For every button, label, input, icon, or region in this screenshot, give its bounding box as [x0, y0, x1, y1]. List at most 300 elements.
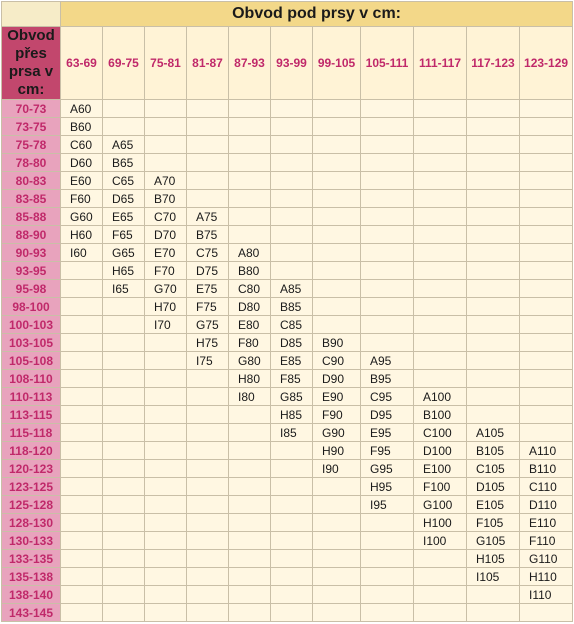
size-cell: A70 — [145, 172, 187, 190]
size-cell: B75 — [187, 226, 229, 244]
size-cell — [467, 280, 520, 298]
size-cell — [467, 586, 520, 604]
size-cell — [520, 118, 573, 136]
size-cell: E110 — [520, 514, 573, 532]
size-cell — [145, 118, 187, 136]
size-cell: B60 — [61, 118, 103, 136]
row-header: 130-133 — [2, 532, 61, 550]
size-cell — [103, 370, 145, 388]
size-cell: F105 — [467, 514, 520, 532]
size-cell: F60 — [61, 190, 103, 208]
size-cell — [361, 532, 414, 550]
size-cell — [103, 298, 145, 316]
size-cell — [520, 334, 573, 352]
table-row — [2, 460, 573, 478]
size-cell — [145, 424, 187, 442]
size-cell — [361, 172, 414, 190]
size-cell — [103, 478, 145, 496]
size-cell — [414, 208, 467, 226]
size-cell: G75 — [187, 316, 229, 334]
size-cell — [361, 154, 414, 172]
size-cell — [414, 262, 467, 280]
size-cell: B105 — [467, 442, 520, 460]
size-cell — [229, 100, 271, 118]
size-cell: B65 — [103, 154, 145, 172]
size-cell — [313, 208, 361, 226]
size-cell — [414, 154, 467, 172]
size-cell — [187, 118, 229, 136]
size-cell — [229, 460, 271, 478]
size-cell: D85 — [271, 334, 313, 352]
size-cell — [103, 514, 145, 532]
size-cell: G110 — [520, 550, 573, 568]
size-cell — [414, 316, 467, 334]
size-cell — [61, 262, 103, 280]
table-row — [2, 334, 573, 352]
table-row — [2, 190, 573, 208]
size-cell — [103, 406, 145, 424]
size-cell — [103, 352, 145, 370]
size-cell — [414, 172, 467, 190]
size-cell: F100 — [414, 478, 467, 496]
row-header: 123-125 — [2, 478, 61, 496]
size-cell — [103, 460, 145, 478]
size-cell — [313, 532, 361, 550]
row-header: 90-93 — [2, 244, 61, 262]
size-cell — [520, 190, 573, 208]
size-cell — [187, 136, 229, 154]
table-row — [2, 370, 573, 388]
corner-cell — [2, 2, 61, 27]
size-cell — [361, 244, 414, 262]
size-cell — [520, 316, 573, 334]
row-header: 95-98 — [2, 280, 61, 298]
size-cell — [187, 460, 229, 478]
row-header: 103-105 — [2, 334, 61, 352]
size-cell: C85 — [271, 316, 313, 334]
size-cell — [520, 604, 573, 622]
size-cell — [361, 568, 414, 586]
size-cell — [61, 496, 103, 514]
size-cell — [103, 586, 145, 604]
size-cell — [520, 280, 573, 298]
size-cell — [313, 190, 361, 208]
size-cell — [145, 478, 187, 496]
table-row — [2, 100, 573, 118]
size-cell — [467, 118, 520, 136]
size-cell — [229, 586, 271, 604]
size-cell: G80 — [229, 352, 271, 370]
size-cell: F70 — [145, 262, 187, 280]
size-cell: I105 — [467, 568, 520, 586]
size-cell — [271, 550, 313, 568]
size-cell: E75 — [187, 280, 229, 298]
size-cell — [361, 208, 414, 226]
size-cell — [187, 370, 229, 388]
bust-title: Obvod přes prsa v cm: — [2, 27, 61, 100]
size-cell: B85 — [271, 298, 313, 316]
size-cell — [187, 604, 229, 622]
size-cell — [313, 154, 361, 172]
size-cell — [61, 334, 103, 352]
size-cell — [414, 244, 467, 262]
size-cell — [229, 604, 271, 622]
size-cell — [145, 514, 187, 532]
size-cell — [467, 352, 520, 370]
row-header: 118-120 — [2, 442, 61, 460]
size-cell: C90 — [313, 352, 361, 370]
size-cell — [145, 532, 187, 550]
column-header-69-75: 69-75 — [103, 27, 145, 100]
size-cell: F85 — [271, 370, 313, 388]
size-cell — [313, 316, 361, 334]
size-cell — [520, 154, 573, 172]
size-cell: H70 — [145, 298, 187, 316]
size-cell — [520, 226, 573, 244]
size-cell — [361, 136, 414, 154]
size-cell — [103, 316, 145, 334]
size-cell: F75 — [187, 298, 229, 316]
size-cell: B70 — [145, 190, 187, 208]
column-header-99-105: 99-105 — [313, 27, 361, 100]
row-header: 115-118 — [2, 424, 61, 442]
row-header: 105-108 — [2, 352, 61, 370]
size-cell — [229, 532, 271, 550]
size-cell — [520, 100, 573, 118]
size-cell — [414, 190, 467, 208]
size-cell — [313, 550, 361, 568]
size-cell — [361, 298, 414, 316]
size-cell: E65 — [103, 208, 145, 226]
size-cell — [467, 244, 520, 262]
size-cell — [271, 496, 313, 514]
size-cell — [313, 118, 361, 136]
size-cell — [187, 406, 229, 424]
bra-size-table — [1, 1, 573, 622]
size-cell: E85 — [271, 352, 313, 370]
size-cell: G100 — [414, 496, 467, 514]
size-cell — [271, 208, 313, 226]
size-cell — [61, 442, 103, 460]
table-row — [2, 244, 573, 262]
size-cell: E90 — [313, 388, 361, 406]
table-row — [2, 550, 573, 568]
size-cell — [229, 154, 271, 172]
size-cell: D95 — [361, 406, 414, 424]
size-cell — [61, 388, 103, 406]
size-cell: D90 — [313, 370, 361, 388]
size-cell — [467, 406, 520, 424]
size-cell: D100 — [414, 442, 467, 460]
row-header: 73-75 — [2, 118, 61, 136]
size-cell — [520, 406, 573, 424]
size-cell — [313, 280, 361, 298]
size-cell — [361, 316, 414, 334]
row-header: 93-95 — [2, 262, 61, 280]
size-cell — [520, 370, 573, 388]
size-cell — [187, 388, 229, 406]
size-cell: D80 — [229, 298, 271, 316]
size-cell — [103, 532, 145, 550]
size-cell — [103, 442, 145, 460]
table-row — [2, 298, 573, 316]
size-cell: I80 — [229, 388, 271, 406]
size-cell — [467, 298, 520, 316]
size-cell — [271, 442, 313, 460]
row-header: 138-140 — [2, 586, 61, 604]
size-cell: B90 — [313, 334, 361, 352]
size-cell: G60 — [61, 208, 103, 226]
size-cell — [145, 370, 187, 388]
size-cell — [145, 136, 187, 154]
size-cell: D70 — [145, 226, 187, 244]
size-cell — [271, 100, 313, 118]
size-cell: I65 — [103, 280, 145, 298]
size-cell — [103, 334, 145, 352]
size-cell — [145, 604, 187, 622]
size-cell: I90 — [313, 460, 361, 478]
size-cell: E100 — [414, 460, 467, 478]
size-cell — [103, 100, 145, 118]
size-cell: I75 — [187, 352, 229, 370]
size-cell — [229, 406, 271, 424]
table-row — [2, 136, 573, 154]
size-cell — [145, 550, 187, 568]
size-cell — [313, 568, 361, 586]
size-cell: G95 — [361, 460, 414, 478]
table-row — [2, 514, 573, 532]
size-cell — [145, 352, 187, 370]
size-cell — [61, 370, 103, 388]
row-header: 125-128 — [2, 496, 61, 514]
size-cell — [467, 190, 520, 208]
size-cell: A65 — [103, 136, 145, 154]
table-row — [2, 406, 573, 424]
size-cell — [229, 442, 271, 460]
size-cell: D65 — [103, 190, 145, 208]
table-row — [2, 154, 573, 172]
size-cell: A80 — [229, 244, 271, 262]
size-cell: A60 — [61, 100, 103, 118]
size-cell — [103, 550, 145, 568]
size-cell: H90 — [313, 442, 361, 460]
size-cell — [229, 424, 271, 442]
size-cell — [271, 568, 313, 586]
row-header: 133-135 — [2, 550, 61, 568]
size-cell: D60 — [61, 154, 103, 172]
size-cell — [414, 550, 467, 568]
size-cell: C60 — [61, 136, 103, 154]
size-cell — [187, 568, 229, 586]
size-cell — [229, 226, 271, 244]
row-header: 108-110 — [2, 370, 61, 388]
size-cell — [229, 496, 271, 514]
row-header: 135-138 — [2, 568, 61, 586]
table-row — [2, 568, 573, 586]
size-cell — [414, 280, 467, 298]
size-cell — [520, 352, 573, 370]
size-cell — [313, 100, 361, 118]
row-header: 70-73 — [2, 100, 61, 118]
size-cell — [520, 172, 573, 190]
size-cell — [271, 118, 313, 136]
size-cell: H60 — [61, 226, 103, 244]
size-cell: B100 — [414, 406, 467, 424]
size-cell — [313, 136, 361, 154]
size-cell — [187, 154, 229, 172]
size-cell — [229, 190, 271, 208]
size-cell: C110 — [520, 478, 573, 496]
size-cell — [187, 442, 229, 460]
size-cell — [313, 604, 361, 622]
size-cell: C100 — [414, 424, 467, 442]
row-header: 78-80 — [2, 154, 61, 172]
size-cell — [271, 532, 313, 550]
size-cell — [361, 334, 414, 352]
size-cell: G105 — [467, 532, 520, 550]
row-header: 100-103 — [2, 316, 61, 334]
size-cell — [414, 604, 467, 622]
size-cell — [313, 586, 361, 604]
size-cell — [145, 406, 187, 424]
size-cell — [229, 136, 271, 154]
row-header: 83-85 — [2, 190, 61, 208]
size-cell — [145, 496, 187, 514]
size-cell — [520, 244, 573, 262]
size-cell — [313, 262, 361, 280]
size-cell: A75 — [187, 208, 229, 226]
size-cell — [271, 460, 313, 478]
size-cell — [414, 118, 467, 136]
size-cell — [467, 226, 520, 244]
size-cell — [361, 514, 414, 532]
table-row — [2, 280, 573, 298]
size-cell — [467, 316, 520, 334]
size-cell — [187, 550, 229, 568]
size-cell — [414, 568, 467, 586]
size-cell: G70 — [145, 280, 187, 298]
size-cell: H110 — [520, 568, 573, 586]
size-cell — [313, 496, 361, 514]
size-cell — [145, 100, 187, 118]
size-cell: C70 — [145, 208, 187, 226]
size-cell — [271, 190, 313, 208]
size-cell — [467, 334, 520, 352]
size-cell: I60 — [61, 244, 103, 262]
size-cell — [187, 586, 229, 604]
size-cell: C80 — [229, 280, 271, 298]
size-cell — [361, 190, 414, 208]
row-header: 80-83 — [2, 172, 61, 190]
size-cell — [145, 334, 187, 352]
size-cell — [414, 298, 467, 316]
column-header-75-81: 75-81 — [145, 27, 187, 100]
size-cell — [361, 118, 414, 136]
size-cell — [187, 424, 229, 442]
size-cell: I70 — [145, 316, 187, 334]
size-cell — [229, 208, 271, 226]
size-cell — [61, 478, 103, 496]
size-cell — [414, 370, 467, 388]
table-row — [2, 424, 573, 442]
size-cell — [467, 100, 520, 118]
size-cell — [187, 514, 229, 532]
size-cell — [61, 406, 103, 424]
size-cell: E60 — [61, 172, 103, 190]
size-cell — [271, 154, 313, 172]
size-cell — [271, 172, 313, 190]
size-cell — [61, 298, 103, 316]
size-cell — [313, 244, 361, 262]
size-cell: A100 — [414, 388, 467, 406]
size-cell — [229, 118, 271, 136]
size-cell: H65 — [103, 262, 145, 280]
size-cell — [229, 550, 271, 568]
size-cell — [361, 586, 414, 604]
size-cell: F65 — [103, 226, 145, 244]
table-row — [2, 262, 573, 280]
size-cell: C95 — [361, 388, 414, 406]
size-cell — [187, 190, 229, 208]
size-cell — [61, 550, 103, 568]
size-cell — [229, 568, 271, 586]
size-cell — [187, 532, 229, 550]
size-cell — [61, 532, 103, 550]
size-cell — [229, 172, 271, 190]
size-cell — [271, 586, 313, 604]
size-cell: H75 — [187, 334, 229, 352]
size-cell — [61, 460, 103, 478]
size-cell — [520, 298, 573, 316]
size-cell: B95 — [361, 370, 414, 388]
size-cell — [414, 226, 467, 244]
row-header: 143-145 — [2, 604, 61, 622]
size-cell: G65 — [103, 244, 145, 262]
size-cell — [187, 100, 229, 118]
size-cell — [145, 586, 187, 604]
size-cell: H85 — [271, 406, 313, 424]
table-body — [2, 100, 573, 622]
column-header-93-99: 93-99 — [271, 27, 313, 100]
size-cell — [61, 424, 103, 442]
size-cell — [414, 136, 467, 154]
size-cell: F110 — [520, 532, 573, 550]
size-cell — [361, 100, 414, 118]
size-cell — [313, 172, 361, 190]
table-row — [2, 226, 573, 244]
size-cell: G90 — [313, 424, 361, 442]
size-cell: A95 — [361, 352, 414, 370]
size-cell: C65 — [103, 172, 145, 190]
table-row — [2, 118, 573, 136]
size-cell — [313, 226, 361, 244]
size-cell — [103, 604, 145, 622]
table-row — [2, 496, 573, 514]
size-cell: B110 — [520, 460, 573, 478]
size-cell: E80 — [229, 316, 271, 334]
size-cell — [61, 352, 103, 370]
size-cell: E70 — [145, 244, 187, 262]
row-header: 113-115 — [2, 406, 61, 424]
size-cell — [414, 352, 467, 370]
size-cell — [467, 388, 520, 406]
size-cell — [313, 298, 361, 316]
size-cell — [313, 514, 361, 532]
row-header: 75-78 — [2, 136, 61, 154]
size-cell — [271, 478, 313, 496]
table-row — [2, 532, 573, 550]
size-cell — [271, 604, 313, 622]
